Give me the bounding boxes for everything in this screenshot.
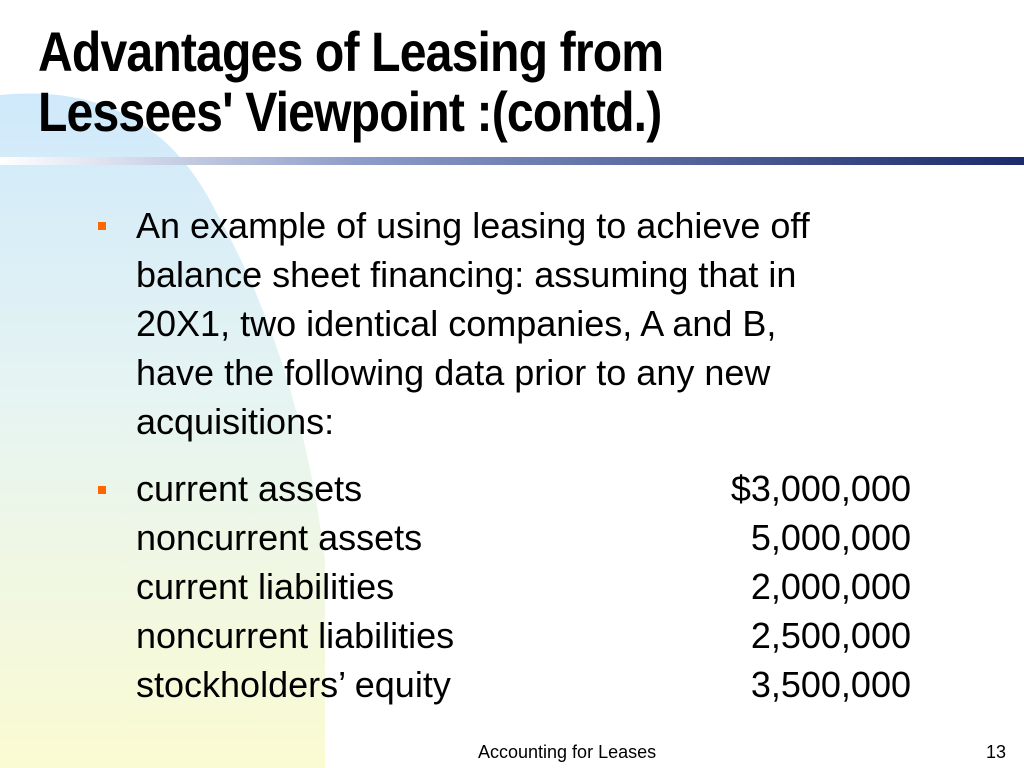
paragraph-line: An example of using leasing to achieve off: [136, 205, 810, 246]
data-row-label: noncurrent liabilities: [136, 615, 455, 656]
data-row-value: $3,000,000: [730, 468, 911, 509]
data-row-label: current liabilities: [136, 566, 395, 607]
data-row-value: 3,500,000: [750, 664, 911, 705]
data-row: [136, 513, 911, 562]
slide-footer: [0, 740, 1024, 768]
data-row: [136, 611, 911, 660]
data-row-label: noncurrent assets: [136, 517, 423, 558]
bullet-square-icon: [98, 486, 106, 494]
paragraph-line: 20X1, two identical companies, A and B,: [136, 303, 777, 344]
paragraph-line: balance sheet financing: assuming that in: [136, 254, 797, 295]
footer-title: Accounting for Leases: [478, 742, 657, 762]
paragraph-line: have the following data prior to any new: [136, 352, 771, 393]
data-row-value: 2,000,000: [750, 566, 911, 607]
data-row: [136, 562, 911, 611]
data-row-label: current assets: [136, 468, 363, 509]
data-row: [136, 464, 911, 513]
financial-data-list: [136, 464, 911, 709]
data-row-label: stockholders’ equity: [136, 664, 451, 705]
data-row-value: 5,000,000: [750, 517, 911, 558]
slide-title-line-2: Lessees' Viewpoint :(contd.): [38, 80, 662, 143]
paragraph-line: acquisitions:: [136, 401, 335, 442]
data-row-value: 2,500,000: [750, 615, 911, 656]
bullet-paragraph-1: [136, 201, 996, 446]
data-row: [136, 660, 911, 709]
bullet-square-icon: [98, 222, 106, 230]
page-number: 13: [985, 742, 1006, 762]
slide-title-line-1: Advantages of Leasing from: [38, 20, 664, 83]
